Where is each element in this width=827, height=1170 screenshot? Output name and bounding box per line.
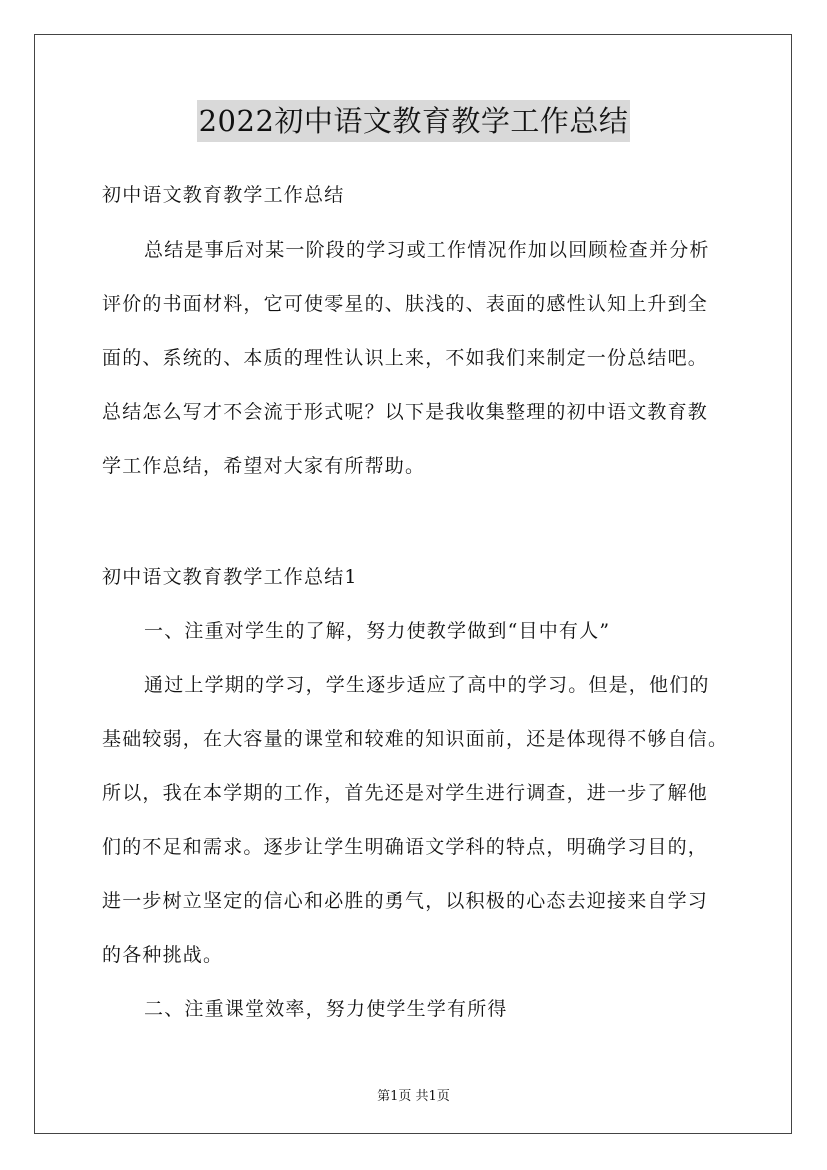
paragraph-line: 学工作总结，希望对大家有所帮助。 bbox=[102, 455, 426, 477]
paragraph-line: 们的不足和需求。逐步让学生明确语文学科的特点，明确学习目的， bbox=[102, 836, 709, 858]
paragraph-line: 基础较弱，在大容量的课堂和较难的知识面前，还是体现得不够自信。 bbox=[102, 728, 729, 750]
paragraph-line: 所以，我在本学期的工作，首先还是对学生进行调查，进一步了解他 bbox=[102, 782, 709, 804]
document-title: 2022初中语文教育教学工作总结 bbox=[197, 100, 631, 142]
paragraph-line: 面的、系统的、本质的理性认识上来，不如我们来制定一份总结吧。 bbox=[102, 347, 709, 369]
section-heading: 初中语文教育教学工作总结1 bbox=[102, 566, 358, 588]
paragraph-line: 进一步树立坚定的信心和必胜的勇气，以积极的心态去迎接来自学习 bbox=[102, 890, 709, 912]
subtitle-line: 初中语文教育教学工作总结 bbox=[102, 184, 345, 206]
paragraph-line: 总结怎么写才不会流于形式呢？以下是我收集整理的初中语文教育教 bbox=[102, 401, 709, 423]
paragraph-line: 总结是事后对某一阶段的学习或工作情况作加以回顾检查并分析 bbox=[144, 239, 710, 261]
paragraph-line: 评价的书面材料，它可使零星的、肤浅的、表面的感性认知上升到全 bbox=[102, 293, 709, 315]
paragraph-line: 通过上学期的学习，学生逐步适应了高中的学习。但是，他们的 bbox=[144, 674, 710, 696]
paragraph-line: 的各种挑战。 bbox=[102, 944, 224, 966]
subsection-heading: 一、注重对学生的了解，努力使教学做到“目中有人” bbox=[144, 620, 611, 642]
subsection-heading: 二、注重课堂效率，努力使学生学有所得 bbox=[144, 998, 508, 1020]
page-footer: 第1页 共1页 bbox=[377, 1089, 450, 1104]
